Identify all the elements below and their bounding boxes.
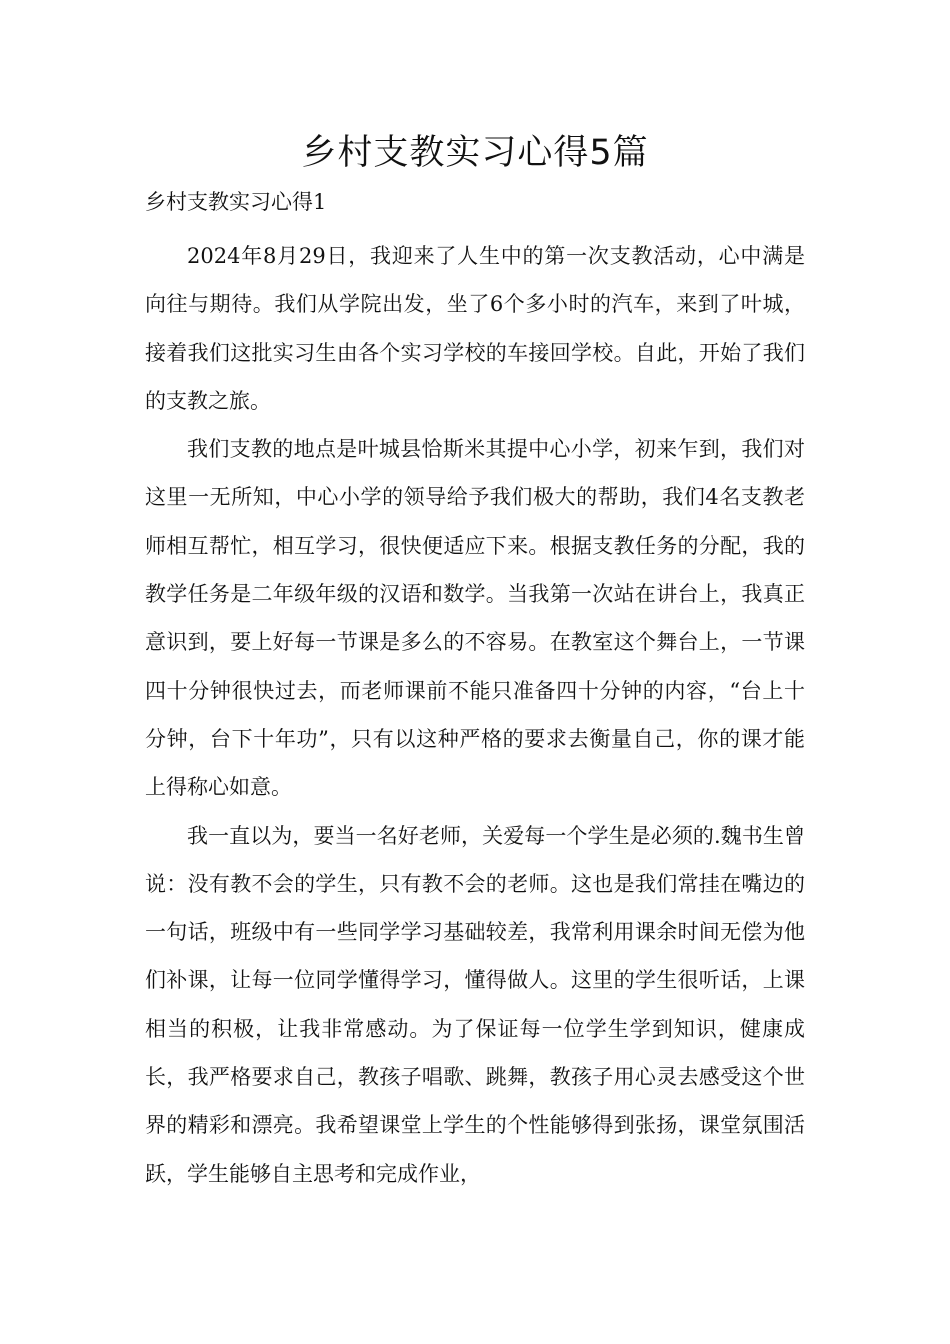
paragraph-1: 2024年8月29日，我迎来了人生中的第一次支教活动，心中满是向往与期待。我们从学院出发，坐了6个多小时的汽车，来到了叶城，接着我们这批实习生由各个实习学校的车接回学校。自此，开始了我们的支教之旅。 xyxy=(145,244,805,413)
paragraph-3: 我一直以为，要当一名好老师，关爱每一个学生是必须的.魏书生曾说：没有教不会的学生，只有教不会的老师。这也是我们常挂在嘴边的一句话，班级中有一些同学学习基础较差，我常利用课余时间无偿为他们补课，让每一位同学懂得学习，懂得做人。这里的学生很听话，上课相当的积极，让我非常感动。为了保证每一位学生学到知识，健康成长，我严格要求自己，教孩子唱歌、跳舞，教孩子用心灵去感受这个世界的精彩和漂亮。我希望课堂上学生的个性能够得到张扬，课堂氛围活跃，学生能够自主思考和完成作业， xyxy=(145,823,805,1186)
section-heading: 乡村支教实习心得1 xyxy=(145,190,327,214)
paragraph-2: 我们支教的地点是叶城县恰斯米其提中心小学，初来乍到，我们对这里一无所知，中心小学的领导给予我们极大的帮助，我们4名支教老师相互帮忙，相互学习，很快便适应下来。根据支教任务的分配，我的教学任务是二年级年级的汉语和数学。当我第一次站在讲台上，我真正意识到，要上好每一节课是多么的不容易。在教室这个舞台上，一节课四十分钟很快过去，而老师课前不能只准备四十分钟的内容，“台上十分钟，台下十年功”，只有以这种严格的要求去衡量自己，你的课才能上得称心如意。 xyxy=(145,437,805,800)
document-body xyxy=(145,232,805,1198)
document-title: 乡村支教实习心得5篇 xyxy=(301,133,649,173)
